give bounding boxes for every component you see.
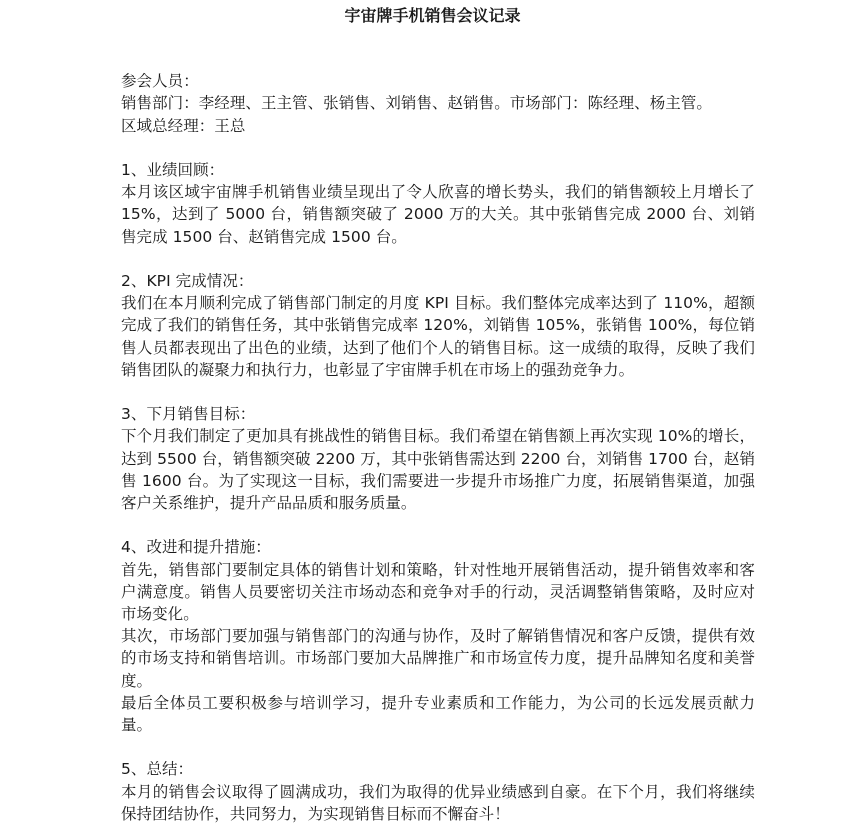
section-heading: 4、改进和提升措施：: [121, 538, 271, 557]
attendees-label: 参会人员：: [121, 72, 199, 91]
regional-manager: 区域总经理：王总: [121, 116, 246, 135]
section-improvement: [121, 536, 755, 736]
section-performance-review: [121, 159, 755, 248]
section-heading: 3、下月销售目标：: [121, 405, 256, 424]
section-paragraph: 其次，市场部门要加强与销售部门的沟通与协作，及时了解销售情况和客户反馈，提供有效的市场支持和销售培训。市场部门要加大品牌推广和市场宣传力度，提升品牌知名度和美誉度。: [121, 627, 755, 690]
section-heading: 2、KPI 完成情况：: [121, 271, 254, 290]
section-paragraph: 首先，销售部门要制定具体的销售计划和策略，针对性地开展销售活动，提升销售效率和客户满意度。销售人员要密切关注市场动态和竞争对手的行动，灵活调整销售策略，及时应对市场变化。: [121, 560, 755, 623]
document-title: 宇宙牌手机销售会议记录: [344, 6, 521, 25]
section-paragraph: 本月该区域宇宙牌手机销售业绩呈现出了令人欣喜的增长势头，我们的销售额较上月增长了 15%，达到了 5000 台，销售额突破了 2000 万的大关。其中张销售完成 2000 台、刘销售完成 1500 台、赵销售完成 1500 台。: [121, 183, 755, 246]
section-paragraph: 我们在本月顺利完成了销售部门制定的月度 KPI 目标。我们整体完成率达到了 110%，超额完成了我们的销售任务，其中张销售完成率 120%，刘销售 105%，张销售 100%，每位销售人员都表现出了出色的业绩，达到了他们个人的销售目标。这一成绩的取得，反映了我们销售团队的凝聚力和执行力，也彰显了宇宙牌手机在市场上的强劲竞争力。: [121, 294, 755, 379]
section-next-month-target: [121, 403, 755, 514]
section-summary: [121, 758, 755, 825]
document-body: [121, 48, 755, 825]
section-heading: 1、业绩回顾：: [121, 160, 225, 179]
section-kpi: [121, 270, 755, 381]
section-paragraph: 本月的销售会议取得了圆满成功，我们为取得的优异业绩感到自豪。在下个月，我们将继续保持团结协作，共同努力，为实现销售目标而不懈奋斗！: [121, 782, 755, 823]
section-heading: 5、总结：: [121, 760, 194, 779]
section-paragraph: 下个月我们制定了更加具有挑战性的销售目标。我们希望在销售额上再次实现 10%的增长，达到 5500 台，销售额突破 2200 万，其中张销售需达到 2200 台，刘销售 1700 台，赵销售 1600 台。为了实现这一目标，我们需要进一步提升市场推广力度，拓展销售渠道，加强客户关系维护，提升产品品质和服务质量。: [121, 427, 755, 512]
section-paragraph: 最后全体员工要积极参与培训学习，提升专业素质和工作能力，为公司的长远发展贡献力量。: [121, 693, 755, 735]
attendees-departments: 销售部门：李经理、王主管、张销售、刘销售、赵销售。市场部门：陈经理、杨主管。: [121, 94, 712, 113]
